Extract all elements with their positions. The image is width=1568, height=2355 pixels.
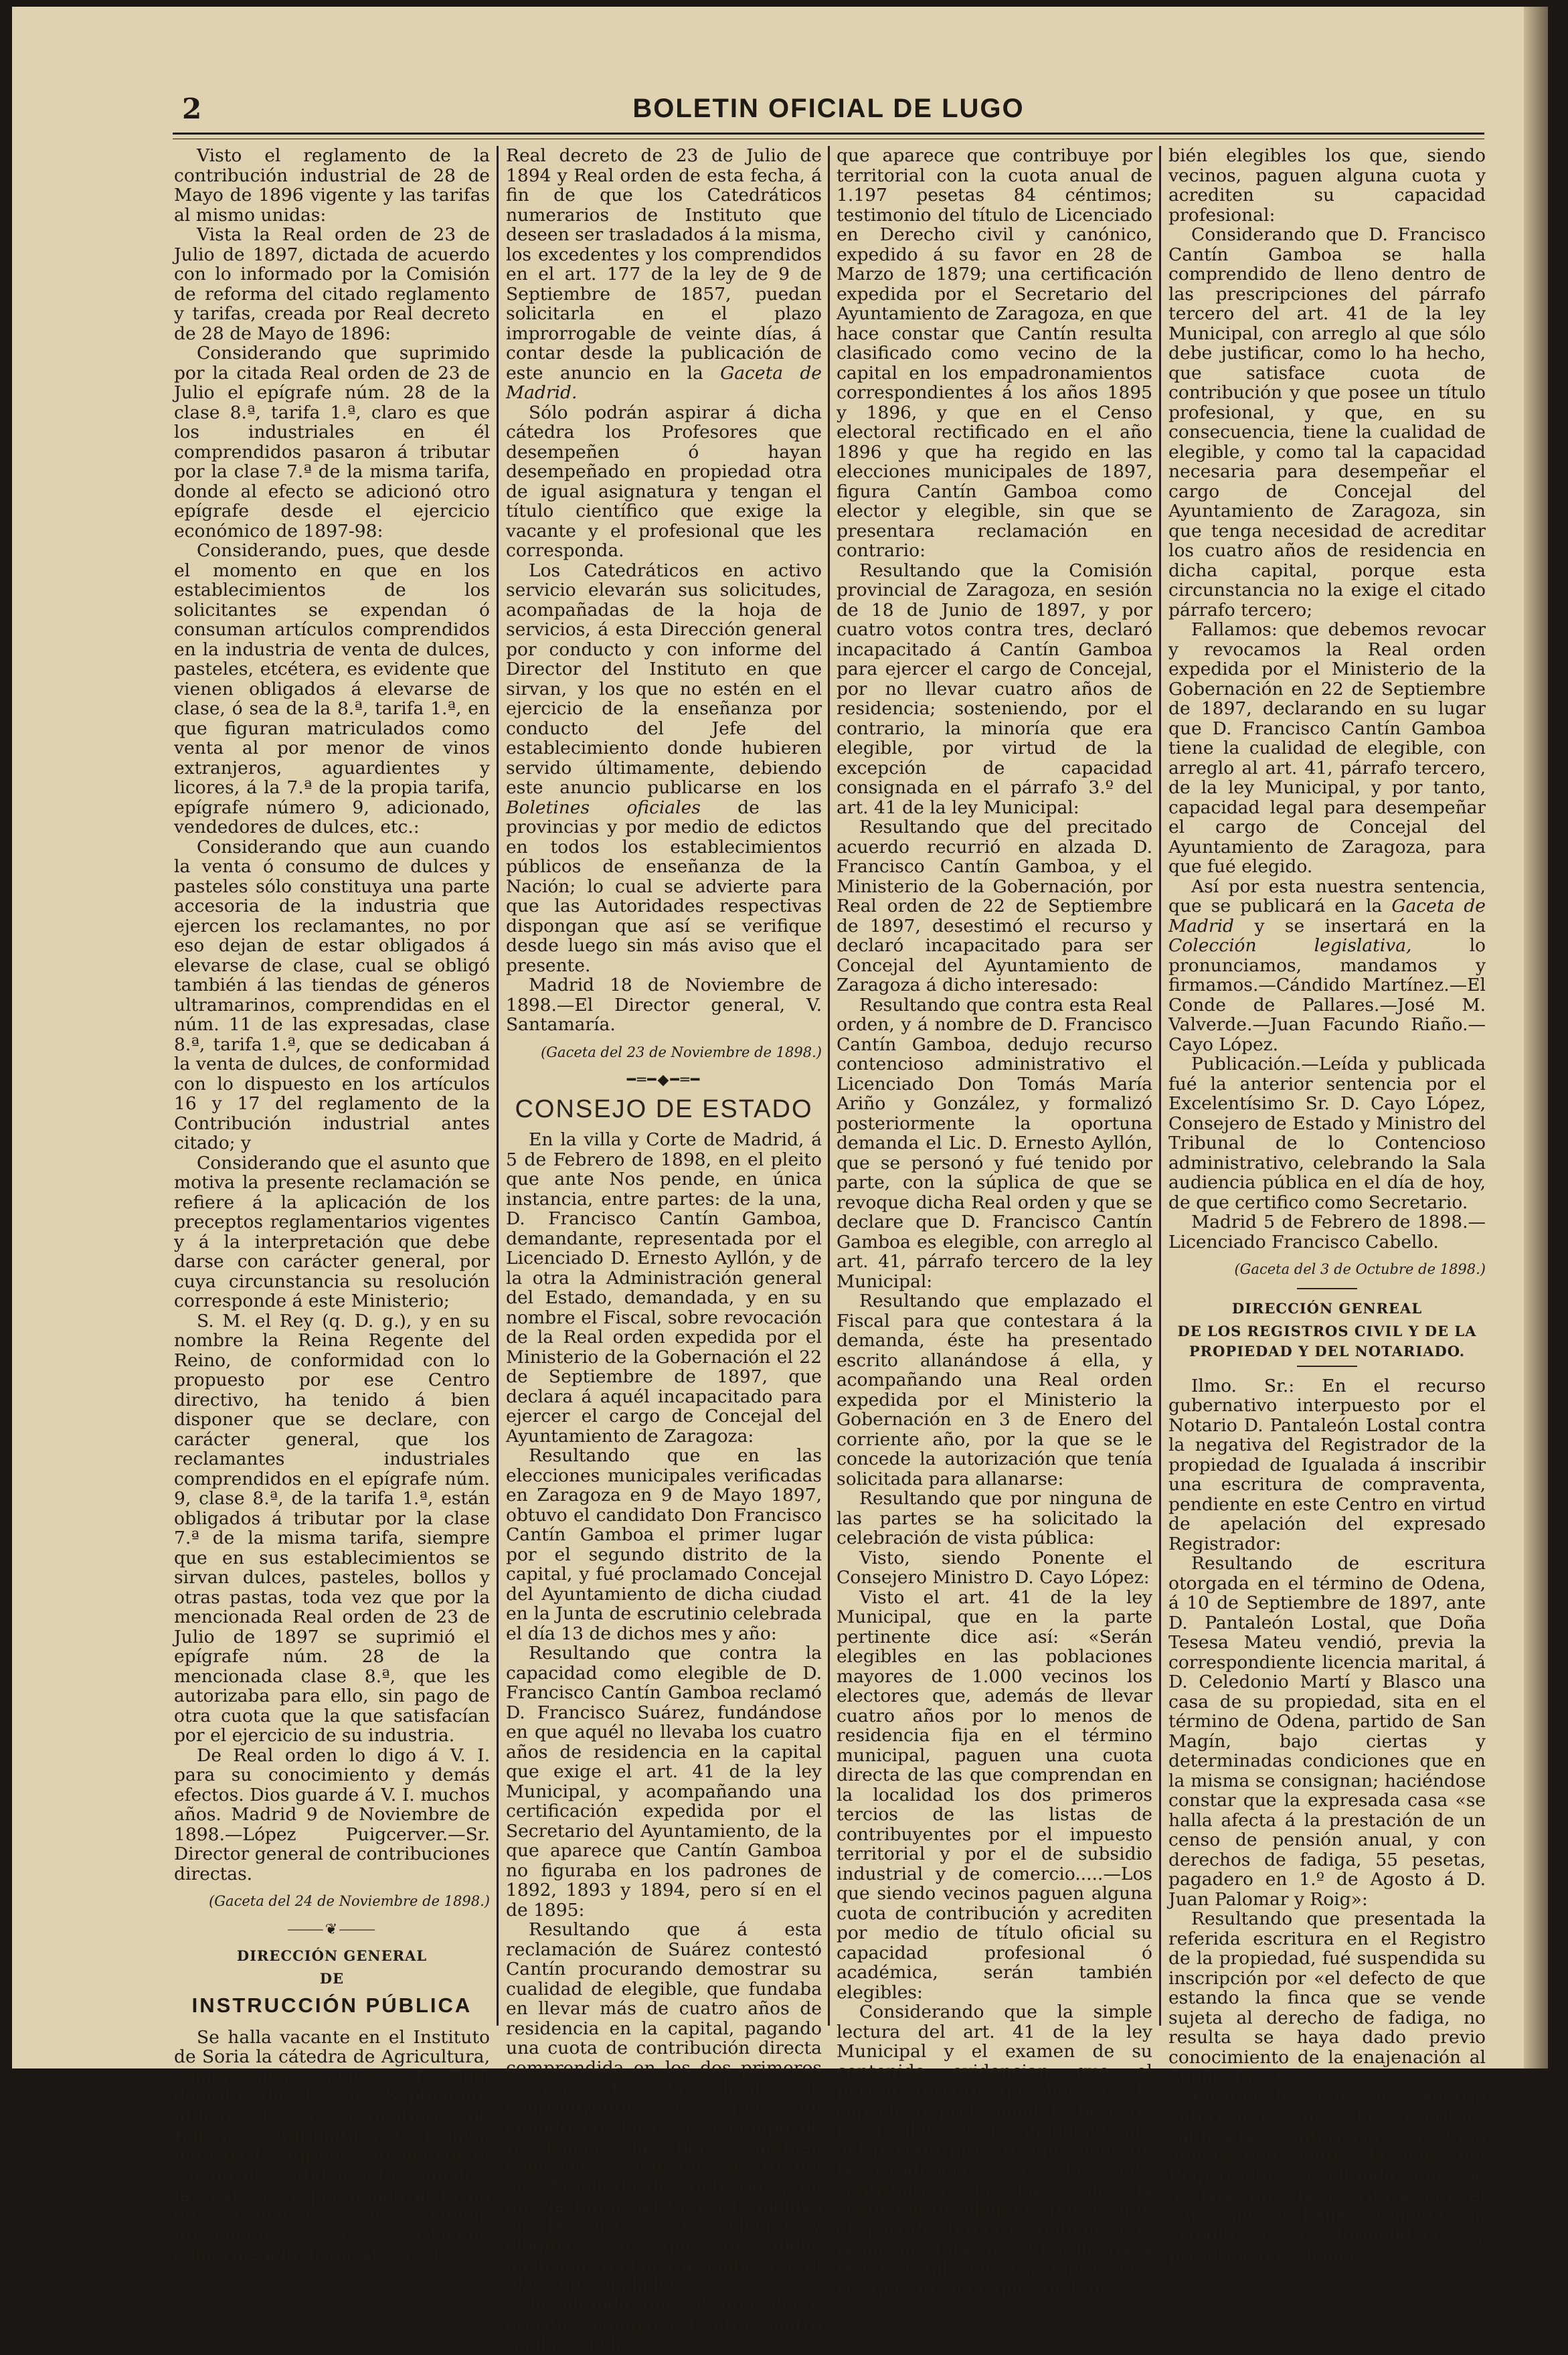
paragraph: Visto, siendo Ponente el Consejero Ministro D. Cayo López: bbox=[837, 1547, 1152, 1588]
paragraph: Resultando que la Comisión provincial de Zaragoza, en sesión de 18 de Junio de 1897, y por cuatro votos contra tres, declaró incapacitado á Cantín Gamboa para ejercer el cargo de Concejal, por no llevar cuatro años de residencia; sosteniendo, por el contrario, la minoría que era elegible, por virtud de la excepción de capacidad consignada en el párrafo 3.º del art. 41 de la ley Municipal: bbox=[837, 560, 1152, 818]
italic-title: Gaceta de Madrid bbox=[1168, 896, 1486, 937]
paragraph: Fallamos: que debemos revocar y revocamos la Real orden expedida por el Ministerio de la Gobernación en 22 de Septiembre de 1897, declarando en su lugar que D. Francisco Cantín Gamboa tiene la cualidad de elegible, con arreglo al art. 41, párrafo tercero, de la ley Municipal, y por tanto, capacidad legal para desempeñar el cargo de Concejal del Ayuntamiento de Zaragoza, para que fué elegido. bbox=[1168, 619, 1486, 877]
paragraph: Sólo podrán aspirar á dicha cátedra los Profesores que desempeñen ó hayan desempeñado en propiedad otra de igual asignatura y tengan el título científico que exige la vacante y el profesional que les corresponda. bbox=[506, 402, 822, 561]
italic-title: Gaceta de Madrid. bbox=[506, 362, 822, 403]
source-citation: (Gaceta del 24 de Noviembre de 1898.) bbox=[209, 1893, 490, 1909]
paragraph: Resultando que presentada la referida escritura en el Registro de la propiedad, fué suspendida su inscripción por «el defecto de que estando la finca que se vende sujeta al derecho de fadiga, no resulta se haya dado previo conocimiento de la enajenación al dueño directo»: bbox=[1168, 1909, 1486, 2087]
italic-title: Colección legislativa, bbox=[1168, 935, 1412, 956]
section-heading-de: DE bbox=[319, 1970, 345, 1987]
newspaper-page bbox=[12, 7, 1548, 2355]
paragraph: En la villa y Corte de Madrid, á 5 de Febrero de 1898, en el pleito que ante Nos pende, en única instancia, entre partes: de la una, D. Francisco Cantín Gamboa, demandante, representada por el Licenciado D. Ernesto Ayllón, y de la otra la Administración general del Estado, demandada, y en su nombre el Fiscal, sobre revocación de la Real orden expedida por el Ministerio de la Gobernación el 22 de Septiembre de 1897, que declara á aquél incapacitado para ejercer el cargo de Concejal del Ayuntamiento de Zaragoza: bbox=[506, 1129, 822, 1447]
source-citation: (Gaceta del 23 de Noviembre de 1898.) bbox=[541, 1044, 822, 1060]
header-rule bbox=[173, 133, 1484, 139]
paragraph: Resultando que contra esta Real orden, y á nombre de D. Francisco Cantín Gamboa, dedujo recurso contencioso administrativo el Licenciado Don Tomás María Ariño y González, y formalizó posteriormente la oportuna demanda el Lic. D. Ernesto Ayllón, que se personó y fué tenido por parte, con la súplica de que se revoque dicha Real orden y que se declare que D. Francisco Cantín Gamboa es elegible, con arreglo al art. 41, párrafo tercero de la ley Municipal: bbox=[837, 994, 1152, 1292]
paragraph: Ilmo. Sr.: En el recurso gubernativo interpuesto por el Notario D. Pantaleón Lostal contra la negativa del Registrador de la propiedad de Igualada á inscribir una escritura de compraventa, pendiente en este Centro en virtud de apelación del expresado Registrador: bbox=[1168, 1375, 1486, 1554]
paragraph: Madrid 5 de Febrero de 1898.—Licenciado Francisco Cabello. bbox=[1168, 1212, 1486, 1252]
paragraph: Madrid 18 de Noviembre de 1898.—El Director general, V. Santamaría. bbox=[506, 975, 822, 1035]
paragraph: Resultando que al precedente escrito acompañó Cantín cuatro recibos, de los bbox=[506, 2294, 822, 2355]
paragraph: Resultando que el Notario autorizante de la escritura calificada interpuso recurso gubernativo contra la nota del Registrador, solicitando que se declare que la escritura por él autorizada se halla extendida con arreglo á las formalidades y prescripciones legales, y bbox=[1168, 2086, 1486, 2265]
paragraph: Considerando que D. Francisco Cantín Gamboa se halla comprendido de lleno dentro de las prescripciones del párrafo tercero del art. 41 de la ley Municipal, con arreglo al que sólo debe justificar, como lo ha hecho, que satisface cuota de contribución y que posee un título profesional, y que, en su consecuencia, tiene la cualidad de elegible, y como tal la capacidad necesaria para desempeñar el cargo de Concejal del Ayuntamiento de Zaragoza, sin que tenga necesidad de acreditar los cuatro años de residencia en dicha capital, porque esta circunstancia no la exige el citado párrafo tercero; bbox=[1168, 224, 1486, 621]
paragraph: Real decreto de 23 de Julio de 1894 y Real orden de esta fecha, á fin de que los Catedráticos numerarios de Instituto que deseen ser trasladados á la misma, los excedentes y los comprendidos en el art. 177 de la ley de 9 de Septiembre de 1857, puedan solicitarla en el plazo improrrogable de veinte días, á contar desde la publicación de este anuncio en la Gaceta de Madrid. bbox=[506, 145, 822, 403]
paragraph: bién elegibles los que, siendo vecinos, paguen alguna cuota y acrediten su capacidad profesional: bbox=[1168, 145, 1486, 226]
italic-title: Boletines oficiales bbox=[506, 797, 701, 818]
paragraph: Considerando que la simple lectura del art. 41 de la ley Municipal y el examen de su contenido evidencian que el párrafo tercero, que hace de la capacidad profesional la base de la elegibilidad, es independiente del párrafo primero, que hace de la residencia y de la cuota contributiva la base de la condición de elegible, puesto que el párrafo tercero contiene una regla absoluta, no subordinada á la que establece el primero, toda vez que previene que son tam- bbox=[837, 2002, 1152, 2299]
column-1 bbox=[174, 145, 490, 2265]
paragraph: Considerando, pues, que desde el momento en que en los establecimientos de los solicitantes se expendan ó consuman artículos comprendidos en la industria de venta de dulces, pasteles, etcétera, es evidente que vienen obligados á elevarse de clase, ó sea de la 8.ª, tarifa 1.ª, en que figuran matriculados como venta al por menor de vinos extranjeros, aguardientes y licores, á la 7.ª de la propia tarifa, epígrafe número 9, adicionado, vendedores de dulces, etc.: bbox=[174, 540, 490, 837]
scan-edge bbox=[1524, 7, 1548, 2068]
paragraph: Se halla vacante en el Instituto de Soria la cátedra de Agricultura, comprensiva, según el Real decreto de 13 de Septiembre último, de las asignaturas de Botánica, Agricultura y Técnica industrial y agrícola, dotada con el sueldo de 3.000 pesetas anuales, la cual, correspondiendo al turno de concurso, se anuncia previamente á traslación, conforme á lo dispuesto en el bbox=[174, 2026, 490, 2265]
paragraph: Así por esta nuestra sentencia, que se publicará en la Gaceta de Madrid y se insertará en la Colección legislativa, lo pronunciamos, mandamos y firmamos.—Cándido Martínez.—El Conde de Pallares.—José M. Valverde.—Juan Facundo Riaño.—Cayo López. bbox=[1168, 876, 1486, 1055]
column-3 bbox=[837, 145, 1152, 2299]
short-divider bbox=[1297, 1366, 1357, 1367]
paragraph: que aparece que contribuye por territorial con la cuota anual de 1.197 pesetas 84 céntimos; testimonio del título de Licenciado en Derecho civil y canónico, expedido á su favor en 28 de Marzo de 1879; una certificación expedida por el Secretario del Ayuntamiento de Zaragoza, en que hace constar que Cantín resulta clasificado como vecino de la capital en los empadronamientos correspondientes á los años 1895 y 1896, y que en el Censo electoral rectificado en el año 1896 y que ha regido en las elecciones municipales de 1897, figura Cantín Gamboa como elector y elegible, sin que se presentara reclamación en contrario: bbox=[837, 145, 1152, 561]
ornament-divider-icon: ⸻❦⸻ bbox=[286, 1921, 377, 1938]
ornament-divider-icon: ━═━◆━═━ bbox=[626, 1072, 701, 1088]
page-number: 2 bbox=[182, 92, 202, 125]
paragraph: Considerando que el asunto que motiva la presente reclamación se refiere á la aplicación de los preceptos reglamentarios vigentes y á la interpretación que debe darse con carácter general, por cuya circunstancia su resolución corresponde á este Ministerio; bbox=[174, 1152, 490, 1311]
paragraph: S. M. el Rey (q. D. g.), y en su nombre la Reina Regente del Reino, de conformidad con lo propuesto por ese Centro directivo, ha tenido á bien disponer que se declare, con carácter general, que los reclamantes industriales comprendidos en el epígrafe núm. 9, clase 8.ª, de la tarifa 1.ª, están obligados á tributar por la clase 7.ª de la misma tarifa, siempre que en sus establecimientos se sirvan dulces, pasteles, bollos y otras pastas, toda vez que por la mencionada Real orden de 23 de Julio de 1897 se suprimió el epígrafe núm. 28 de la mencionada clase 8.ª, que les autorizaba para ello, sin pago de otra cuota que la que satisfacían por el ejercicio de su industria. bbox=[174, 1310, 490, 1746]
paragraph: Publicación.—Leída y publicada fué la anterior sentencia por el Excelentísimo Sr. D. Cayo López, Consejero de Estado y Ministro del Tribunal de lo Contencioso administrativo, celebrando la Sala audiencia pública en el día de hoy, de que certifico como Secretario. bbox=[1168, 1054, 1486, 1213]
column-divider bbox=[828, 146, 830, 2026]
paragraph: Resultando que emplazado el Fiscal para que contestara á la demanda, éste ha presentado escrito allanándose á ella, y acompañando una Real orden expedida por el Ministerio la Gobernación en 3 de Enero del corriente año, por la que se le concede la autorización que tenía solicitada para allanarse: bbox=[837, 1291, 1152, 1489]
section-subheading: DE LOS REGISTROS CIVIL Y DE LA PROPIEDAD Y DEL NOTARIADO. bbox=[1177, 1322, 1477, 1360]
paragraph: Resultando que del precitado acuerdo recurrió en alzada D. Francisco Cantín Gamboa, y el Ministerio de la Gobernación, por Real orden de 22 de Septiembre de 1897, desestimó el recurso y declaró incapacitado para ser Concejal del Ayuntamiento de Zaragoza á dicho interesado: bbox=[837, 817, 1152, 995]
paragraph: Resultando que contra la capacidad como elegible de D. Francisco Cantín Gamboa reclamó D. Francisco Suárez, fundándose en que aquél no llevaba los cuatro años de residencia en la capital que exige el art. 41 de la ley Municipal, y acompañando una certificación expedida por el Secretario del Ayuntamiento, de la que aparece que Cantín Gamboa no figuraba en los padrones de 1892, 1893 y 1894, pero sí en el de 1895: bbox=[506, 1643, 822, 1921]
paragraph: Vista la Real orden de 23 de Julio de 1897, dictada de acuerdo con lo informado por la Comisión de reforma del citado reglamento y tarifas, creada por Real decreto de 28 de Mayo de 1896: bbox=[174, 224, 490, 344]
paragraph: Visto el reglamento de la contribución industrial de 28 de Mayo de 1896 vigente y las tarifas al mismo unidas: bbox=[174, 145, 490, 226]
paragraph: Los Catedráticos en activo servicio elevarán sus solicitudes, acompañadas de la hoja de servicios, á esta Dirección general por conducto y con informe del Director del Instituto en que sirvan, y los que no estén en el ejercicio de la enseñanza por conducto del Jefe del establecimiento donde hubieren servido últimamente, debiendo este anuncio publicarse en los Boletines oficiales de las provincias y por medio de edictos en todos los establecimientos públicos de enseñanza de la Nación; lo cual se advierte para que las Autoridades respectivas dispongan que así se verifique desde luego sin más aviso que el presente. bbox=[506, 560, 822, 976]
column-divider bbox=[1159, 146, 1161, 2026]
section-heading: DIRECCIÓN GENERAL bbox=[236, 1947, 428, 1964]
paragraph: Resultando de escritura otorgada en el término de Odena, á 10 de Septiembre de 1897, ante D. Pantaleón Lostal, que Doña Tesesa Mateu vendió, previa la correspondiente licencia marital, á D. Celedonio Martí y Blasco una casa de su propiedad, sita en el término de Odena, partido de San Magín, bajo ciertas y determinadas condiciones que en la misma se consignan; haciéndose constar que la expresada casa «se halla afecta á la prestación de un censo de pensión anual, y con derechos de fadiga, 55 pesetas, pagadero en 1.º de Agosto á D. Juan Palomar y Roig»: bbox=[1168, 1553, 1486, 1910]
column-divider bbox=[497, 146, 499, 2026]
source-citation: (Gaceta del 3 de Octubre de 1898.) bbox=[1234, 1261, 1486, 1277]
section-title: INSTRUCCIÓN PÚBLICA bbox=[191, 1994, 472, 2017]
short-divider bbox=[1297, 1288, 1357, 1289]
section-title: CONSEJO DE ESTADO bbox=[515, 1094, 813, 1123]
column-2 bbox=[506, 145, 822, 2355]
paragraph: Resultando que en las elecciones municipales verificadas en Zaragoza en 9 de Mayo 1897, obtuvo el candidato Don Francisco Cantín Gamboa el primer lugar por el segundo distrito de la capital, y fué proclamado Concejal del Ayuntamiento de dicha ciudad en la Junta de escrutinio celebrada el día 13 de dichos mes y año: bbox=[506, 1445, 822, 1644]
paragraph: Visto el art. 41 de la ley Municipal, que en la parte pertinente dice así: «Serán elegibles en las poblaciones mayores de 1.000 vecinos los electores que, además de llevar cuatro años por lo menos de residencia fija en el término municipal, paguen una cuota directa de las que comprendan en la localidad los dos primeros tercios de las listas de contribuyentes por el impuesto territorial y por el de subsidio industrial y de comercio.....—Los que siendo vecinos paguen alguna cuota de contribución y acrediten por medio de título oficial su capacidad profesional ó académica, serán también elegibles: bbox=[837, 1587, 1152, 2003]
paragraph: Considerando que aun cuando la venta ó consumo de dulces y pasteles sólo constituya una parte accesoria de la industria que ejercen los reclamantes, no por eso dejan de estar obligados á elevarse de clase, cual se obligó también á las tiendas de géneros ultramarinos, comprendidas en el núm. 11 de las expresadas, clase 8.ª, tarifa 1.ª, que se dedicaban á la venta de dulces, de conformidad con lo dispuesto en los artículos 16 y 17 del reglamento de la Contribución industrial antes citado; y bbox=[174, 836, 490, 1153]
paragraph: Considerando que suprimido por la citada Real orden de 23 de Julio el epígrafe núm. 28 de la clase 8.ª, tarifa 1.ª, claro es que los industriales en él comprendidos pasaron á tributar por la clase 7.ª de la misma tarifa, donde al efecto se adicionó otro epígrafe desde el ejercicio económico de 1897-98: bbox=[174, 343, 490, 542]
paragraph: Resultando que por ninguna de las partes se ha solicitado la celebración de vista pública: bbox=[837, 1488, 1152, 1548]
paragraph: De Real orden lo digo á V. I. para su conocimiento y demás efectos. Dios guarde á V. I. muchos años. Madrid 9 de Noviembre de 1898.—López Puigcerver.—Sr. Director general de contribuciones directas. bbox=[174, 1744, 490, 1884]
page-header bbox=[173, 86, 1484, 123]
paragraph: Resultando que á esta reclamación de Suárez contestó Cantín procurando demostrar su cualidad de elegible, que fundaba en llevar más de cuatro años de residencia en la capital, pagando una cuota de contribución directa comprendida en los dos primeros tercios de la lista de contribuyentes; en que aun cuando no llevara ese tiempo de residencia, la tiene también conforme al párrafo tercero del art. 41 citado de contrario; y en que la Junta del Censo le incluyó en las listas como elector y elegible, sin que de dicha inclusión reclamara nadie en el plazo que fija la ley: bbox=[506, 1919, 822, 2295]
column-4 bbox=[1168, 145, 1486, 2265]
section-heading: DIRECCIÓN GENREAL bbox=[1231, 1299, 1423, 1317]
journal-title: BOLETIN OFICIAL DE LUGO bbox=[632, 94, 1025, 123]
